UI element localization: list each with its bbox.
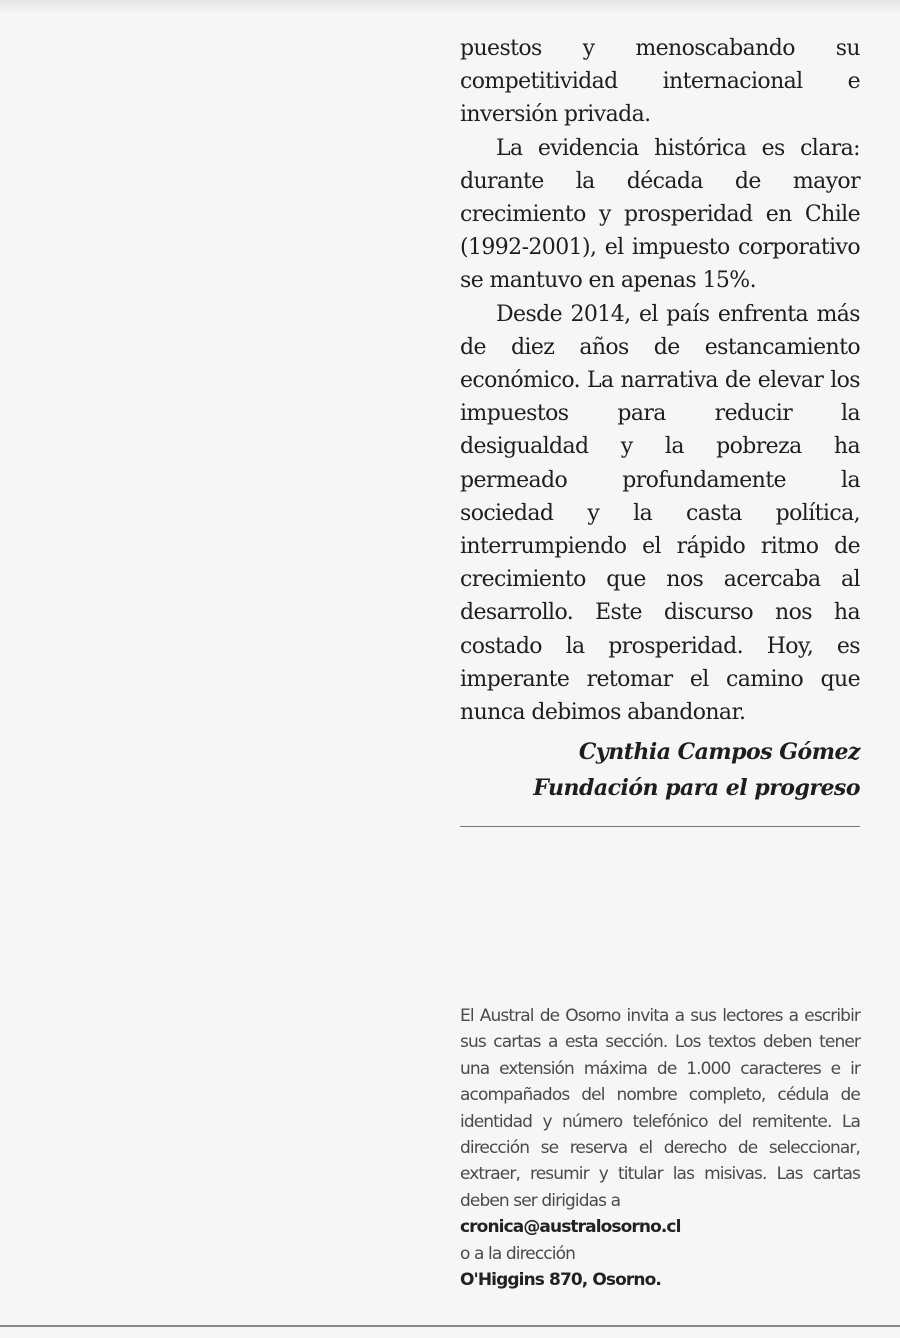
letter-body xyxy=(460,32,860,729)
notice-email[interactable]: cronica@australosorno.cl xyxy=(460,1217,681,1238)
letters-submission-notice xyxy=(460,1003,860,1293)
letter-signature xyxy=(460,734,860,806)
notice-text: El Austral de Osorno invita a sus lectores a escribir sus cartas a esta sección. Los textos deben tener una extensión máxima de 1.000 caracteres e ir acompañados del nombre completo, cédula de identidad y número telefónico del remitente. La dirección se reserva el derecho de seleccionar, extraer, resumir y titular las misivas. Las cartas deben ser dirigidas a xyxy=(460,1006,860,1211)
bottom-divider xyxy=(0,1325,900,1327)
page-top-edge xyxy=(0,0,900,14)
letter-paragraph-3: Desde 2014, el país enfrenta más de diez años de estancamiento económico. La narrativa de elevar los impuestos para reducir la desigualdad y la pobreza ha permeado profundamente la sociedad y la casta política, interrumpiendo el rápido ritmo de crecimiento que nos acercaba al desarrollo. Este discurso nos ha costado la prosperidad. Hoy, es imperante retomar el camino que nunca debimos abandonar. xyxy=(460,301,860,726)
notice-address: O'Higgins 870, Osorno. xyxy=(460,1270,661,1291)
letter-paragraph-2: La evidencia histórica es clara: durante la década de mayor crecimiento y prosperidad en Chile (1992-2001), el impuesto corporativo se mantuvo en apenas 15%. xyxy=(460,135,860,294)
letter-paragraph-1: puestos y menoscabando su competitividad internacional e inversión privada. xyxy=(460,36,860,128)
author-organization: Fundación para el progreso xyxy=(533,775,860,801)
section-divider xyxy=(460,826,860,827)
notice-or-address: o a la dirección xyxy=(460,1243,575,1264)
author-name: Cynthia Campos Gómez xyxy=(578,739,860,765)
